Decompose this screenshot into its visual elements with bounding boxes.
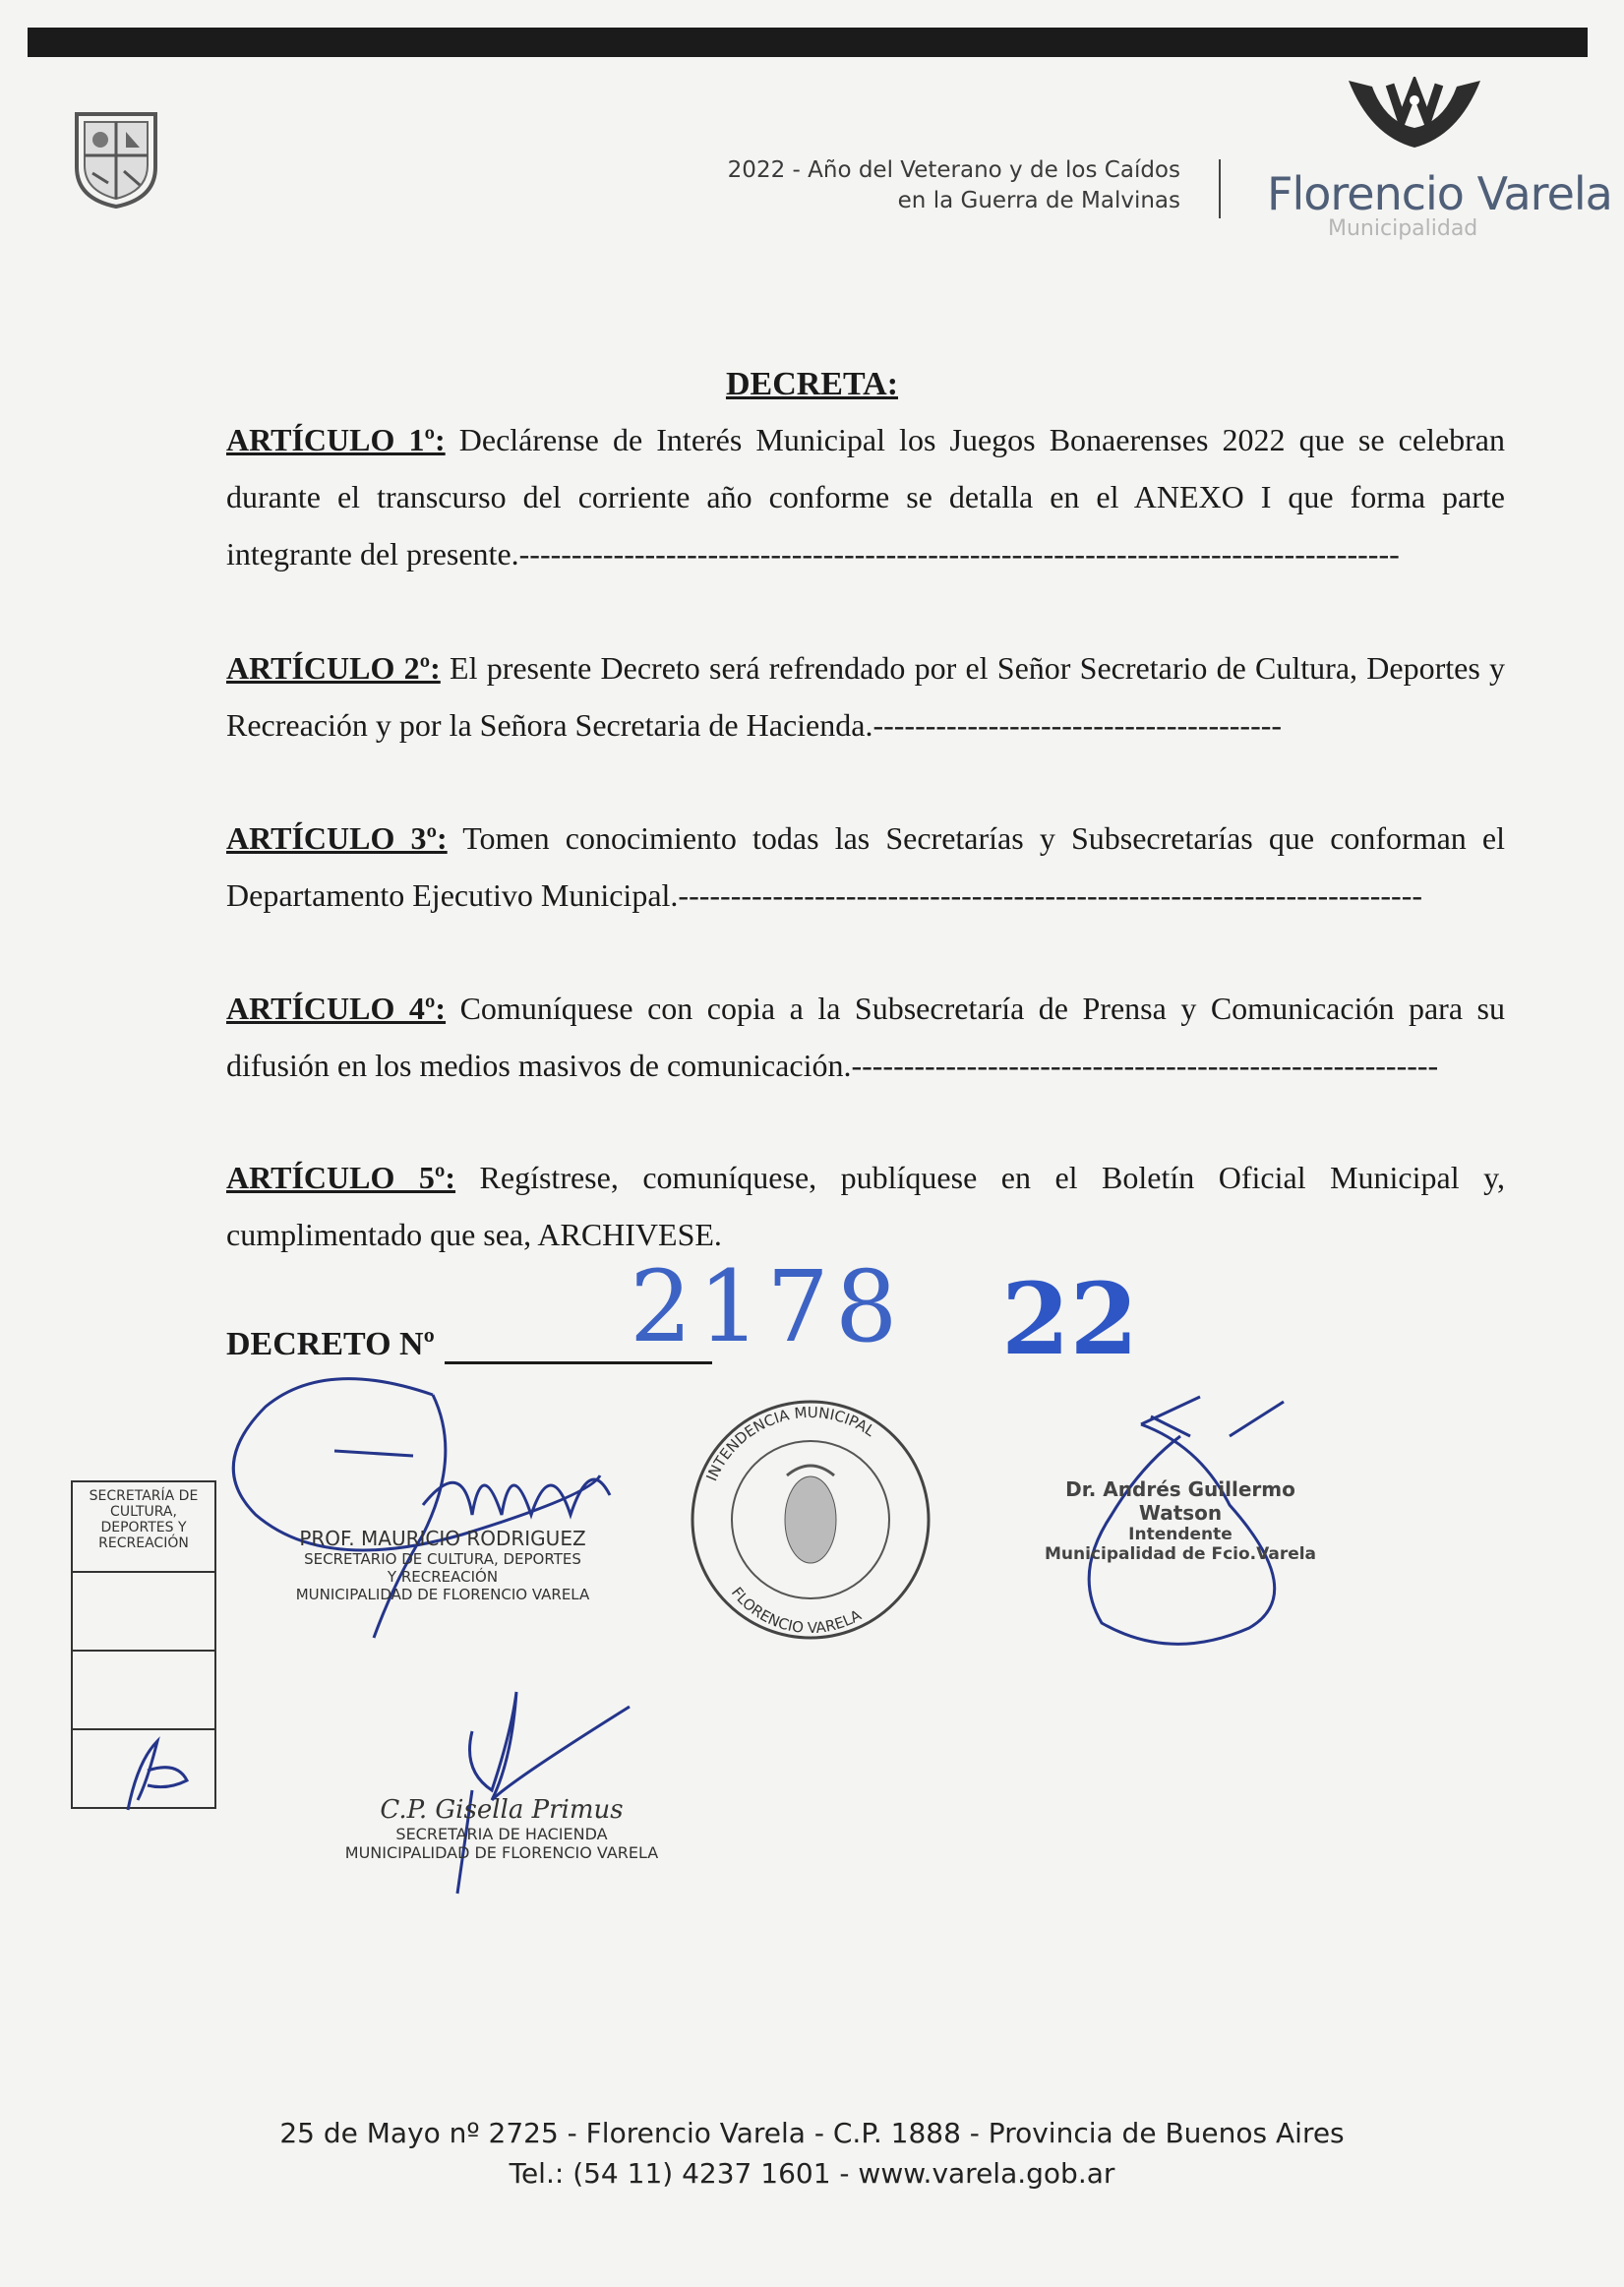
- motto-line-2: en la Guerra de Malvinas: [897, 188, 1180, 213]
- finance-signer-role: SECRETARIA DE HACIENDA: [395, 1825, 608, 1843]
- article-text: Regístrese, comuníquese, publíquese en el Boletín Oficial Municipal y, cumplimentado que sea, ARCHIVESE.: [226, 1160, 1505, 1252]
- footer-contact: Tel.: (54 11) 4237 1601 - www.varela.gob.ar: [509, 2157, 1115, 2190]
- article-text: El presente Decreto será refrendado por el Señor Secretario de Cultura, Deportes y Recreación y por la Señora Secretaria de Hacienda.: [226, 650, 1506, 743]
- culture-signer-name: PROF. MAURICIO RODRIGUEZ: [299, 1527, 586, 1550]
- decree-title: DECRETA:: [725, 366, 899, 402]
- finance-signature-block: [295, 1795, 708, 1862]
- seal-top-text: INTENDENCIA MUNICIPAL: [702, 1403, 878, 1484]
- article-label: ARTÍCULO 5º:: [226, 1160, 456, 1195]
- approval-box: [71, 1480, 216, 1809]
- logo-subtitle: Municipalidad: [1328, 216, 1478, 241]
- article-dashes: ---------------------------------------: [872, 707, 1283, 743]
- culture-signer-org: MUNICIPALIDAD DE FLORENCIO VARELA: [295, 1586, 590, 1603]
- article-3: [226, 810, 1505, 924]
- article-2: [226, 639, 1505, 753]
- header-motto: [630, 155, 1180, 216]
- florencio-varela-logo-icon: [1341, 77, 1488, 151]
- decree-year-stamp: 22: [1001, 1261, 1139, 1377]
- article-label: ARTÍCULO 3º:: [226, 820, 448, 856]
- municipal-crest-icon: [71, 108, 161, 209]
- footer-address: 25 de Mayo nº 2725 - Florencio Varela - C.P. 1888 - Provincia de Buenos Aires: [279, 2117, 1345, 2149]
- article-1: [226, 411, 1505, 582]
- header-divider: [1219, 159, 1221, 218]
- mayor-signer-org: Municipalidad de Fcio.Varela: [1044, 1544, 1317, 1564]
- article-dashes: -----------------------------------------------------------------------: [678, 877, 1422, 913]
- decree-number-label: DECRETO Nº: [226, 1326, 435, 1362]
- approval-box-row: [73, 1573, 214, 1652]
- article-4: [226, 980, 1505, 1094]
- article-5: [226, 1149, 1505, 1263]
- article-label: ARTÍCULO 1º:: [226, 422, 446, 457]
- motto-line-1: 2022 - Año del Veterano y de los Caídos: [727, 157, 1180, 183]
- approval-box-header: [73, 1482, 214, 1573]
- article-label: ARTÍCULO 2º:: [226, 650, 441, 686]
- mayor-signature-block: [1023, 1477, 1338, 1564]
- culture-signer-role: Y RECREACIÓN: [387, 1568, 499, 1586]
- approval-box-label: SECRETARÍA DE CULTURA, DEPORTES Y RECREACIÓN: [89, 1488, 199, 1551]
- finance-signer-org: MUNICIPALIDAD DE FLORENCIO VARELA: [344, 1843, 659, 1862]
- article-text: Comuníquese con copia a la Subsecretaría de Prensa y Comunicación para su difusión en los medios masivos de comunicación.: [226, 991, 1506, 1083]
- article-dashes: ------------------------------------------------------------------------------------: [518, 536, 1400, 572]
- logo-name: Florencio Varela: [1267, 167, 1612, 220]
- article-text: Declárense de Interés Municipal los Juegos Bonaerenses 2022 que se celebran durante el transcurso del corriente año conforme se detalla en el ANEXO I que forma parte integrante del presente.: [226, 422, 1505, 572]
- culture-signer-role: SECRETARIO DE CULTURA, DEPORTES: [304, 1550, 581, 1568]
- finance-signature-icon: [457, 1692, 630, 1894]
- seal-bottom-text: FLORENCIO VARELA: [727, 1584, 865, 1638]
- article-text: Tomen conocimiento todas las Secretarías y Subsecretarías que conforman el Departamento Ejecutivo Municipal.: [226, 820, 1506, 913]
- article-label: ARTÍCULO 4º:: [226, 991, 447, 1026]
- scan-top-bar: [28, 28, 1588, 57]
- approval-box-row: [73, 1652, 214, 1730]
- mayor-signer-role: Intendente: [1128, 1525, 1233, 1544]
- official-seal-icon: [692, 1402, 929, 1638]
- finance-signer-name: C.P. Gisella Primus: [380, 1795, 624, 1825]
- article-dashes: --------------------------------------------------------: [851, 1048, 1439, 1083]
- approval-box-row: [73, 1730, 214, 1809]
- culture-signature-block: [256, 1527, 630, 1603]
- decree-number-stamp: 2178: [630, 1249, 904, 1364]
- mayor-signer-name: Dr. Andrés Guillermo Watson: [1065, 1477, 1295, 1525]
